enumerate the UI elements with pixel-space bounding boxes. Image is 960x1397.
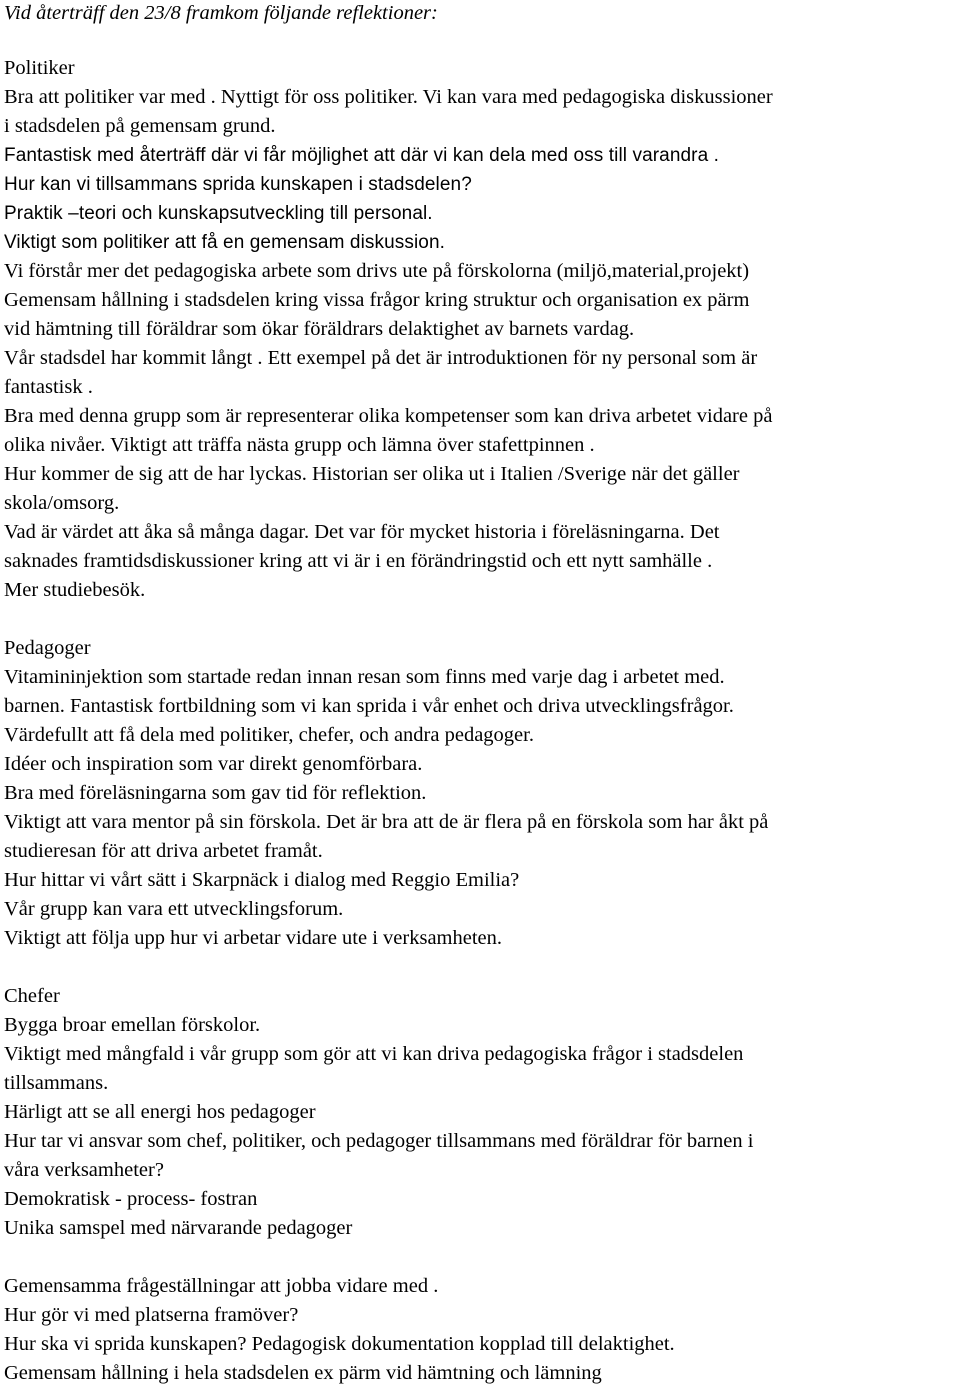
text-line: Bra med föreläsningarna som gav tid för reflektion. — [4, 782, 427, 804]
text-line: Gemensam hållning i hela stadsdelen ex pärm vid hämtning och lämning — [4, 1362, 602, 1384]
text-line: Praktik –teori och kunskapsutveckling till personal. — [4, 203, 433, 224]
text-line: saknades framtidsdiskussioner kring att vi är i en förändringstid och ett nytt samhälle . — [4, 550, 713, 572]
text-line: studieresan för att driva arbetet framåt. — [4, 840, 323, 862]
text-line: Bra med denna grupp som är representerar olika kompetenser som kan driva arbetet vidare på — [4, 405, 773, 427]
section-heading: Chefer — [4, 985, 60, 1007]
spacer — [4, 26, 956, 54]
text-line: barnen. Fantastisk fortbildning som vi kan sprida i vår enhet och driva utvecklingsfrågor. — [4, 695, 734, 717]
text-line: vid hämtning till föräldrar som ökar föräldrars delaktighet av barnets vardag. — [4, 318, 635, 340]
text-line: Viktigt som politiker att få en gemensam diskussion. — [4, 232, 445, 253]
spacer — [4, 1243, 956, 1272]
text-line: Vi förstår mer det pedagogiska arbete som drivs ute på förskolorna (miljö,material,projekt) — [4, 260, 750, 282]
text-line: Vår stadsdel har kommit långt . Ett exempel på det är introduktionen för ny personal som är — [4, 347, 758, 369]
spacer — [4, 605, 956, 634]
text-line: Demokratisk - process- fostran — [4, 1188, 258, 1210]
text-line: i stadsdelen på gemensam grund. — [4, 115, 276, 137]
text-line: Hur kommer de sig att de har lyckas. Historian ser olika ut i Italien /Sverige när det gäller — [4, 463, 740, 485]
section-heading: Pedagoger — [4, 637, 91, 659]
text-line: Vår grupp kan vara ett utvecklingsforum. — [4, 898, 344, 920]
text-line: Hur kan vi tillsammans sprida kunskapen i stadsdelen? — [4, 174, 472, 195]
text-line: Viktigt att följa upp hur vi arbetar vidare ute i verksamheten. — [4, 927, 503, 949]
text-line: Gemensam hållning i stadsdelen kring vissa frågor kring struktur och organisation ex pärm — [4, 289, 750, 311]
text-line: Hur tar vi ansvar som chef, politiker, och pedagoger tillsammans med föräldrar för barnen i — [4, 1130, 754, 1152]
section-heading: Politiker — [4, 57, 75, 79]
text-line: Mer studiebesök. — [4, 579, 146, 601]
section-pedagoger — [4, 634, 956, 953]
section-politiker — [4, 54, 956, 605]
text-line: Vad är värdet att åka så många dagar. Det var för mycket historia i föreläsningarna. Det — [4, 521, 720, 543]
document-body — [4, 54, 956, 1388]
document-title: Vid återträff den 23/8 framkom följande reflektioner: — [4, 2, 438, 24]
section-chefer — [4, 982, 956, 1243]
text-line: Gemensamma frågeställningar att jobba vidare med . — [4, 1275, 439, 1297]
text-line: Bra att politiker var med . Nyttigt för oss politiker. Vi kan vara med pedagogiska diskussioner — [4, 86, 773, 108]
text-line: tillsammans. — [4, 1072, 109, 1094]
text-line: Hur ska vi sprida kunskapen? Pedagogisk dokumentation kopplad till delaktighet. — [4, 1333, 675, 1355]
text-line: Hur gör vi med platserna framöver? — [4, 1304, 299, 1326]
text-line: skola/omsorg. — [4, 492, 120, 514]
document-page — [4, 0, 956, 1388]
text-line: olika nivåer. Viktigt att träffa nästa grupp och lämna över stafettpinnen . — [4, 434, 595, 456]
text-line: Vitamininjektion som startade redan innan resan som finns med varje dag i arbetet med. — [4, 666, 725, 688]
section-gemensamma — [4, 1272, 956, 1388]
text-line: Viktigt att vara mentor på sin förskola. Det är bra att de är flera på en förskola som har åkt på — [4, 811, 769, 833]
text-line: Bygga broar emellan förskolor. — [4, 1014, 261, 1036]
text-line: Viktigt med mångfald i vår grupp som gör att vi kan driva pedagogiska frågor i stadsdelen — [4, 1043, 744, 1065]
spacer — [4, 953, 956, 982]
text-line: Härligt att se all energi hos pedagoger — [4, 1101, 316, 1123]
text-line: Idéer och inspiration som var direkt genomförbara. — [4, 753, 423, 775]
text-line: fantastisk . — [4, 376, 93, 398]
text-line: våra verksamheter? — [4, 1159, 164, 1181]
text-line: Unika samspel med närvarande pedagoger — [4, 1217, 353, 1239]
text-line: Värdefullt att få dela med politiker, chefer, och andra pedagoger. — [4, 724, 534, 746]
text-line: Fantastisk med återträff där vi får möjlighet att där vi kan dela med oss till varandra . — [4, 145, 720, 166]
text-line: Hur hittar vi vårt sätt i Skarpnäck i dialog med Reggio Emilia? — [4, 869, 520, 891]
